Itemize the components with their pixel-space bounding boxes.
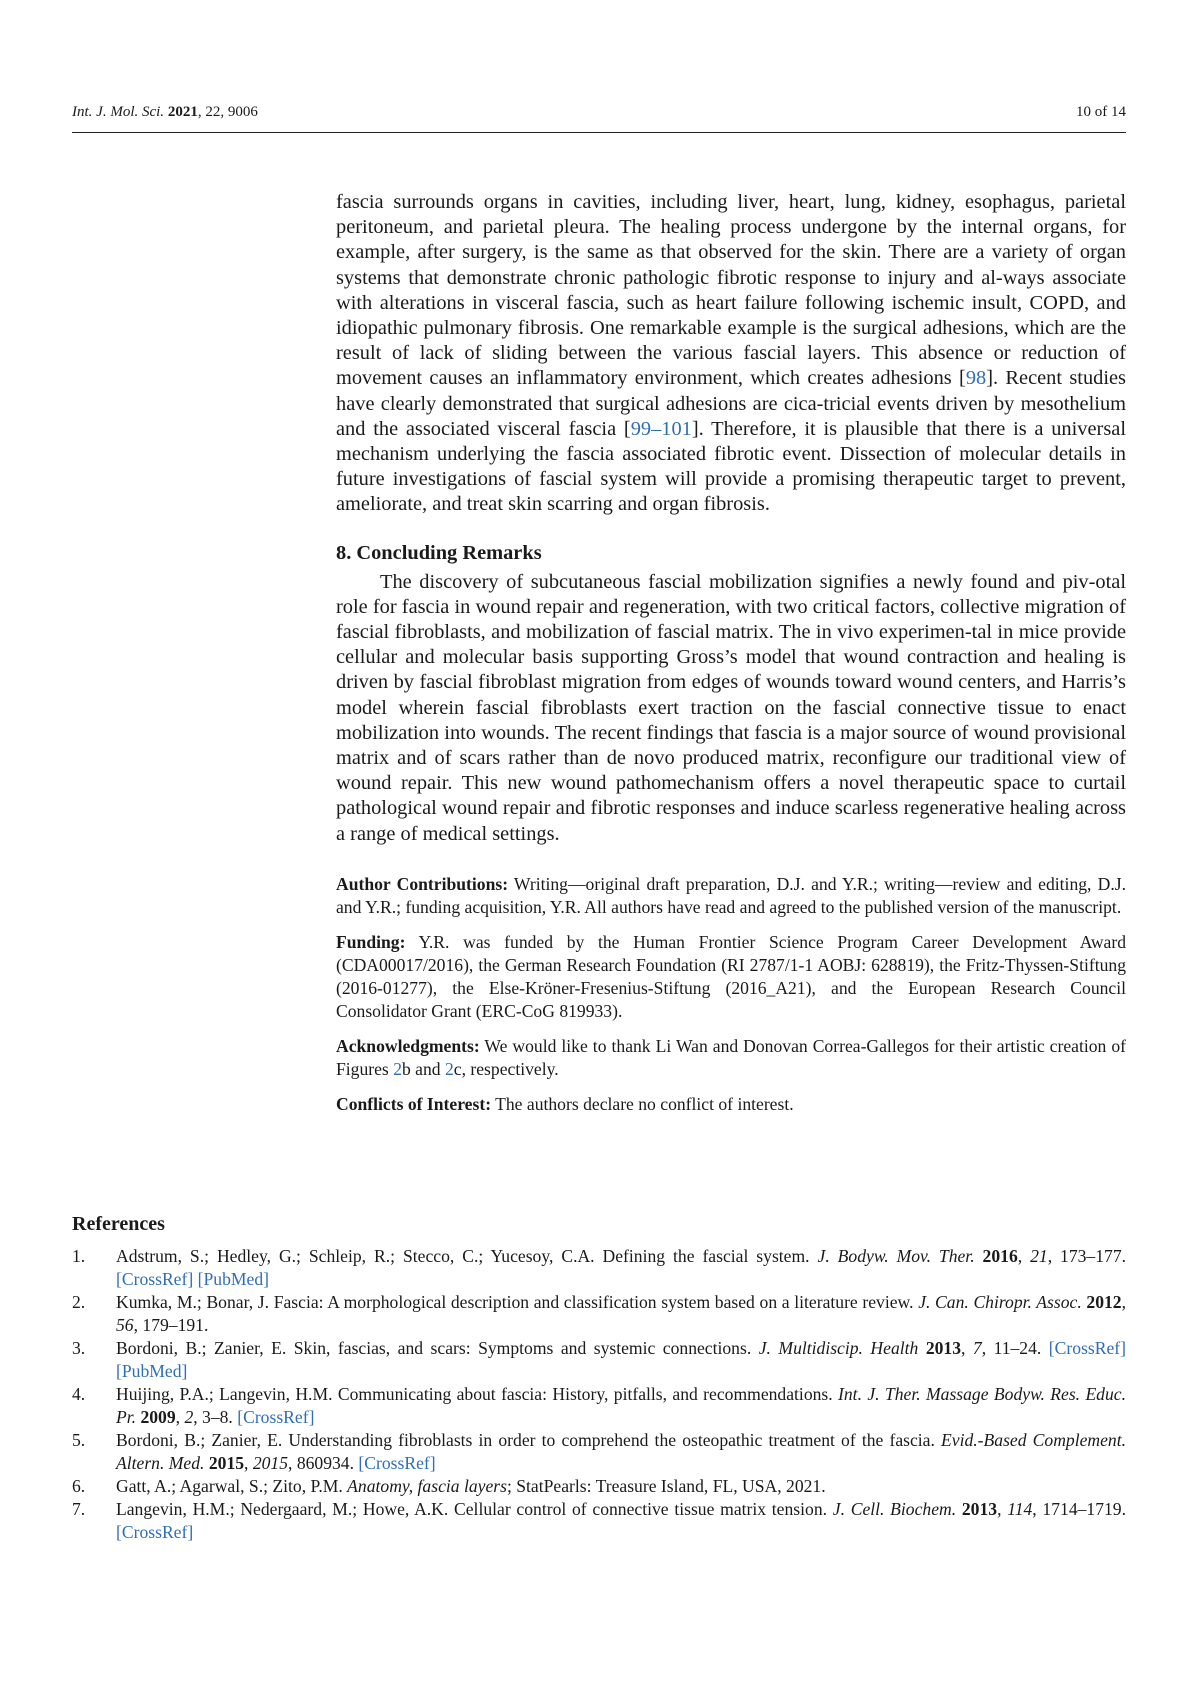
reference-journal: J. Cell. Biochem. <box>832 1499 957 1519</box>
intro-text-3: ]. Therefore, it is plausible that there is a universal mechanism underlying the fascia associated fibrotic event. Dissection of molecular details in future investigations of fascial system will provide a promising therapeutic target to prevent, ameliorate, and treat skin scarring and organ fibrosis. <box>336 417 1126 516</box>
funding-label: Funding: <box>336 931 406 952</box>
reference-item <box>72 1429 1126 1475</box>
reference-sep: , <box>961 1338 973 1358</box>
reference-sep: , <box>1017 1246 1031 1266</box>
acknowledgments-label: Acknowledgments: <box>336 1035 480 1056</box>
section-heading: 8. Concluding Remarks <box>336 541 542 564</box>
reference-year: 2015 <box>208 1453 245 1473</box>
reference-sep <box>918 1338 925 1358</box>
reference-sep: , <box>175 1407 185 1427</box>
reference-publisher: ; StatPearls: Treasure Island, FL, USA, 2021. <box>506 1476 826 1496</box>
citation-range-dash: – <box>651 417 662 440</box>
reference-text: Bordoni, B.; Zanier, E. Skin, fascias, and scars: Symptoms and systemic connections. <box>116 1338 759 1358</box>
reference-item <box>72 1245 1126 1291</box>
reference-volume: 114 <box>1007 1499 1033 1519</box>
acknowledgments-text-3: c, respectively. <box>453 1058 559 1079</box>
intro-text-2: ]. Recent studies have clearly demonstrated that surgical adhesions are cica-tricial events driven by mesothelium and the associated visceral fascia [ <box>336 367 1126 440</box>
reference-sep: , <box>997 1499 1008 1519</box>
reference-text: Bordoni, B.; Zanier, E. Understanding fibroblasts in order to comprehend the osteopathic treatment of the fascia. <box>116 1430 942 1450</box>
running-header <box>72 104 1126 133</box>
reference-number: 4. <box>72 1384 86 1404</box>
reference-number: 6. <box>72 1476 86 1496</box>
reference-number: 2. <box>72 1292 86 1312</box>
author-contributions-text: Writing—original draft preparation, D.J. and Y.R.; writing—review and editing, D.J. and Y.R.; funding acquisition, Y.R. All authors have read and agreed to the published version of the manuscript. <box>336 873 1126 917</box>
intro-paragraph <box>336 190 1126 518</box>
reference-year: 2012 <box>1086 1292 1122 1312</box>
reference-text: Langevin, H.M.; Nedergaard, M.; Howe, A.K. Cellular control of connective tissue matrix tension. <box>116 1499 833 1519</box>
citation-link-98[interactable]: 98 <box>965 367 987 390</box>
reference-volume: 2 <box>184 1407 194 1427</box>
journal-citation <box>72 104 258 121</box>
reference-volume: 21 <box>1030 1246 1048 1266</box>
citation-link-101[interactable]: 101 <box>661 417 692 440</box>
author-contributions-label: Author Contributions: <box>336 873 509 894</box>
journal-name: Int. J. Mol. Sci. <box>72 104 165 120</box>
journal-year: 2021 <box>167 104 198 120</box>
reference-pages: , 11–24. <box>981 1338 1049 1358</box>
reference-pages: , 179–191. <box>133 1315 209 1335</box>
reference-pages: , 3–8. <box>193 1407 238 1427</box>
page-number: 10 of 14 <box>1076 104 1126 120</box>
reference-number: 1. <box>72 1246 86 1266</box>
reference-item <box>72 1291 1126 1337</box>
reference-number: 5. <box>72 1430 86 1450</box>
reference-text: Gatt, A.; Agarwal, S.; Zito, P.M. <box>116 1476 348 1496</box>
reference-sep: , <box>1121 1292 1126 1312</box>
reference-sep <box>975 1246 983 1266</box>
intro-text-1: fascia surrounds organs in cavities, including liver, heart, lung, kidney, esophagus, parietal peritoneum, and parietal pleura. The healing process undergone by the internal organs, for example, after surgery, is the same as that observed for the skin. There are a variety of organ systems that demonstrate chronic pathologic fibrotic response to injury and al-ways associate with alterations in visceral fascia, such as heart failure following ischemic insult, COPD, and idiopathic pulmonary fibrosis. One remarkable example is the surgical adhesions, which are the result of lack of sliding between the various fascial layers. This absence or reduction of movement causes an inflammatory environment, which creates adhesions [ <box>336 191 1126 390</box>
citation-link-99[interactable]: 99 <box>630 417 652 440</box>
back-matter <box>336 873 1126 1116</box>
references-heading: References <box>72 1213 165 1235</box>
reference-number: 7. <box>72 1499 86 1519</box>
figure-link-2c[interactable]: 2 <box>444 1058 454 1079</box>
reference-journal: J. Bodyw. Mov. Ther. <box>817 1246 975 1266</box>
reference-item <box>72 1337 1126 1383</box>
reference-year: 2013 <box>925 1338 961 1358</box>
reference-pages: , 1714–1719. <box>1032 1499 1127 1519</box>
crossref-link[interactable]: [CrossRef] <box>237 1407 315 1427</box>
reference-pages: , 173–177. <box>1047 1246 1127 1266</box>
acknowledgments-text-1: We would like to thank Li Wan and Donovan Correa-Gallegos for their artistic creation of Figures <box>336 1035 1126 1079</box>
crossref-link[interactable]: [CrossRef] <box>116 1522 194 1542</box>
pubmed-link[interactable]: [PubMed] <box>197 1269 269 1289</box>
reference-journal: J. Can. Chiropr. Assoc. <box>918 1292 1082 1312</box>
main-text-column <box>336 190 1126 1128</box>
acknowledgments <box>336 1035 1126 1081</box>
reference-year: 2016 <box>982 1246 1018 1266</box>
figure-link-2b[interactable]: 2 <box>393 1058 402 1079</box>
reference-volume: 7 <box>972 1338 982 1358</box>
reference-volume: 2015 <box>252 1453 289 1473</box>
reference-sep: , <box>244 1453 253 1473</box>
reference-list <box>72 1245 1126 1544</box>
reference-year: 2013 <box>961 1499 998 1519</box>
conflicts-of-interest <box>336 1093 1126 1116</box>
reference-journal: J. Multidiscip. Health <box>758 1338 919 1358</box>
reference-journal: Evid.-Based Complement. Altern. Med. <box>116 1430 1126 1473</box>
reference-text: Kumka, M.; Bonar, J. Fascia: A morphological description and classification system based on a literature review. <box>116 1292 919 1312</box>
reference-book-title: Anatomy, fascia layers <box>347 1476 507 1496</box>
funding-text: Y.R. was funded by the Human Frontier Science Program Career Development Award (CDA00017/2016), the German Research Foundation (RI 2787/1-1 AOBJ: 628819), the Fritz-Thyssen-Stiftung (2016-01277), the Else-Kröner-Fresenius-Stiftung (2016_A21), and the European Research Council Consolidator Grant (ERC-CoG 819933). <box>336 931 1126 1021</box>
journal-volume-page: , 22, 9006 <box>197 104 258 120</box>
acknowledgments-text-2: b and <box>401 1058 445 1079</box>
concluding-paragraph: The discovery of subcutaneous fascial mobilization signifies a newly found and piv-otal role for fascia in wound repair and regeneration, with two critical factors, collective migration of fascial fibroblasts, and mobilization of fascial matrix. The in vivo experimen-tal in mice provide cellular and molecular basis supporting Gross’s model that wound contraction and healing is driven by fascial fibroblast migration from edges of wounds toward wound centers, and Harris’s model wherein fascial fibroblasts exert traction on the fascial connective tissue to enact mobilization into wounds. The recent findings that fascia is a major source of wound provisional matrix and of scars rather than de novo produced matrix, reconfigure our traditional view of wound repair. This new wound pathomechanism offers a novel therapeutic space to curtail pathological wound repair and fibrotic responses and induce scarless regenerative healing across a range of medical settings. <box>336 570 1126 845</box>
reference-item <box>72 1498 1126 1544</box>
crossref-link[interactable]: [CrossRef] <box>358 1453 436 1473</box>
conflicts-label: Conflicts of Interest: <box>336 1093 492 1114</box>
funding <box>336 931 1126 1023</box>
reference-item <box>72 1383 1126 1429</box>
reference-text: Adstrum, S.; Hedley, G.; Schleip, R.; Stecco, C.; Yucesoy, C.A. Defining the fascial system. <box>116 1246 818 1266</box>
crossref-link[interactable]: [CrossRef] <box>1048 1338 1126 1358</box>
reference-text: Huijing, P.A.; Langevin, H.M. Communicating about fascia: History, pitfalls, and recommendations. <box>116 1384 839 1404</box>
reference-journal: Int. J. Ther. Massage Bodyw. Res. Educ. Pr. <box>116 1384 1126 1427</box>
reference-number: 3. <box>72 1338 86 1358</box>
reference-item <box>72 1475 1126 1498</box>
crossref-link[interactable]: [CrossRef] <box>116 1269 194 1289</box>
conflicts-text: The authors declare no conflict of interest. <box>491 1093 794 1114</box>
reference-year: 2009 <box>140 1407 176 1427</box>
reference-pages: , 860934. <box>288 1453 359 1473</box>
pubmed-link[interactable]: [PubMed] <box>116 1361 188 1381</box>
reference-volume: 56 <box>116 1315 134 1335</box>
author-contributions <box>336 873 1126 919</box>
